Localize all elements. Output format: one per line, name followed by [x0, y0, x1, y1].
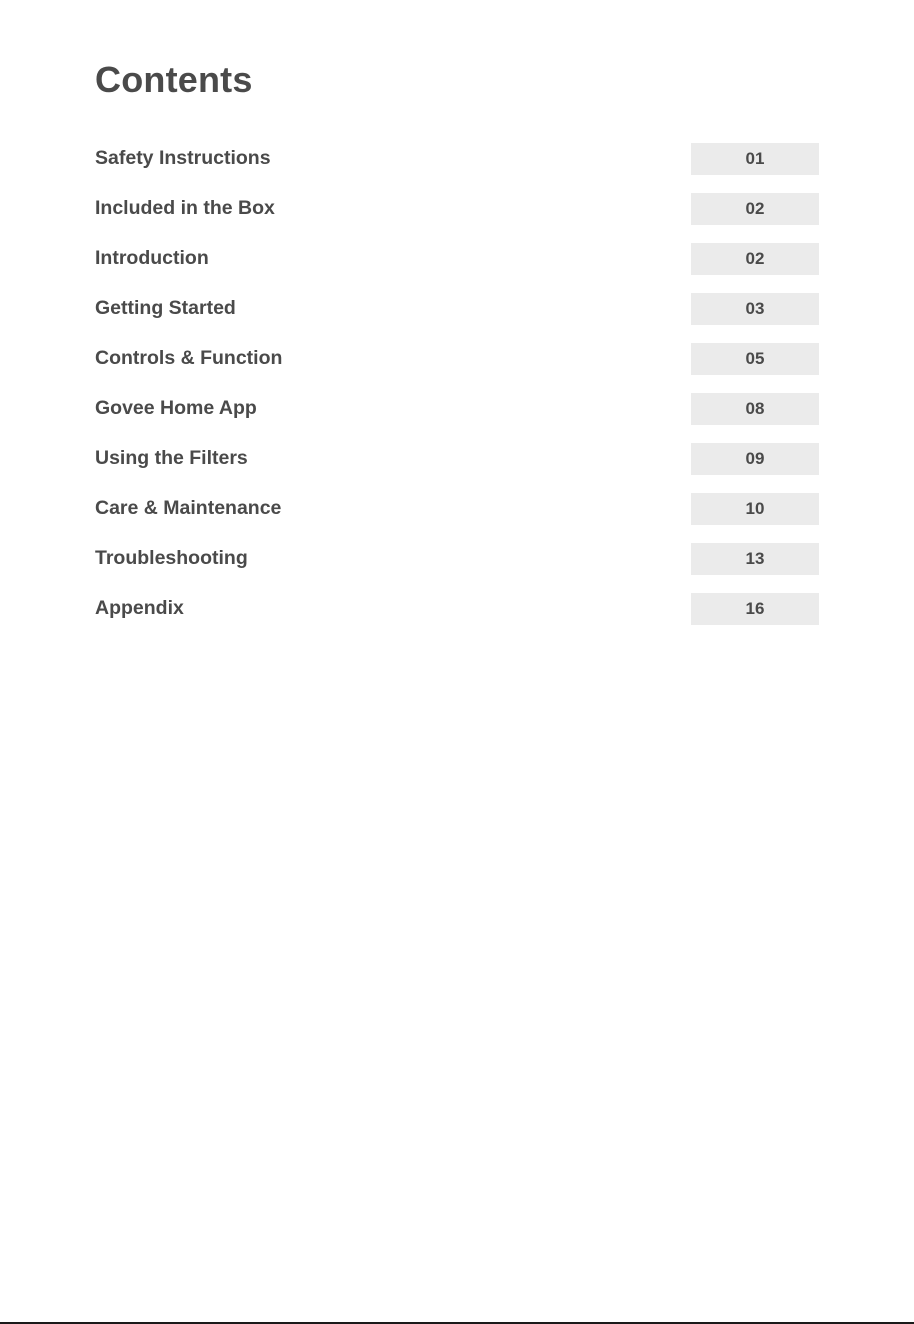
toc-entry-label: Govee Home App — [95, 397, 257, 419]
toc-entry[interactable] — [95, 293, 819, 325]
toc-entry-page-number: 08 — [691, 393, 819, 425]
toc-entry-page-number: 10 — [691, 493, 819, 525]
toc-entry-page-number: 13 — [691, 543, 819, 575]
toc-entry-label: Using the Filters — [95, 447, 248, 469]
toc-entry-label: Safety Instructions — [95, 147, 271, 169]
page-title: Contents — [95, 59, 253, 100]
table-of-contents — [95, 143, 819, 643]
toc-entry-page-number: 09 — [691, 443, 819, 475]
toc-entry-label: Getting Started — [95, 297, 236, 319]
toc-entry[interactable] — [95, 193, 819, 225]
toc-entry[interactable] — [95, 393, 819, 425]
toc-entry-label: Care & Maintenance — [95, 497, 282, 519]
toc-entry-label: Included in the Box — [95, 197, 275, 219]
toc-entry[interactable] — [95, 593, 819, 625]
toc-entry-label: Troubleshooting — [95, 547, 248, 569]
toc-entry-page-number: 02 — [691, 193, 819, 225]
toc-entry[interactable] — [95, 143, 819, 175]
toc-entry[interactable] — [95, 443, 819, 475]
toc-entry[interactable] — [95, 243, 819, 275]
toc-entry[interactable] — [95, 343, 819, 375]
toc-entry[interactable] — [95, 543, 819, 575]
toc-entry[interactable] — [95, 493, 819, 525]
toc-entry-label: Introduction — [95, 247, 209, 269]
toc-entry-page-number: 03 — [691, 293, 819, 325]
toc-entry-page-number: 02 — [691, 243, 819, 275]
toc-entry-page-number: 16 — [691, 593, 819, 625]
toc-entry-page-number: 05 — [691, 343, 819, 375]
toc-entry-label: Appendix — [95, 597, 184, 619]
toc-entry-page-number: 01 — [691, 143, 819, 175]
toc-entry-label: Controls & Function — [95, 347, 283, 369]
